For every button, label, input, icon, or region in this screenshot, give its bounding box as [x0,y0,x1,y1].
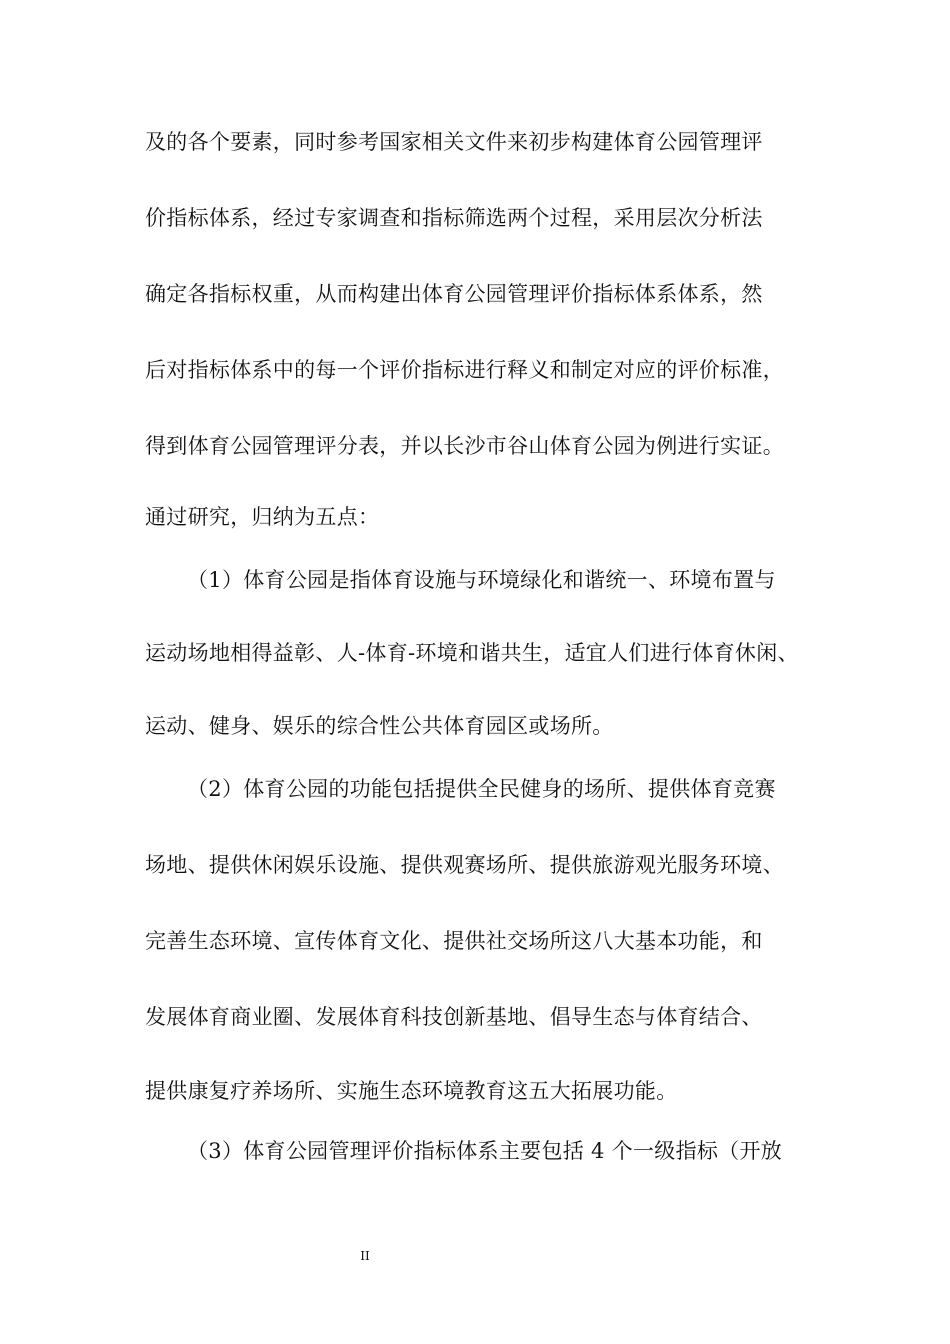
body-text-line: 及的各个要素，同时参考国家相关文件来初步构建体育公园管理评 [145,130,763,154]
body-text-line: 确定各指标权重，从而构建出体育公园管理评价指标体系体系，然 [145,282,763,306]
body-text-line: 后对指标体系中的每一个评价指标进行释义和制定对应的评价标准， [145,358,784,382]
body-text-line: 提供康复疗养场所、实施生态环境教育这五大拓展功能。 [145,1079,678,1103]
body-text-line: 完善生态环境、宣传体育文化、提供社交场所这八大基本功能，和 [145,929,763,953]
body-text-line: 运动、健身、娱乐的综合性公共体育园区或场所。 [145,714,614,738]
paragraph-3-first-line: （3）体育公园管理评价指标体系主要包括 4 个一级指标（开放 [187,1139,783,1163]
body-text-line: 运动场地相得益彰、人-体育-环境和谐共生，适宜人们进行体育休闲、 [145,641,799,665]
body-text-line: 通过研究，归纳为五点： [145,505,380,529]
body-text-line: 得到体育公园管理评分表，并以长沙市谷山体育公园为例进行实证。 [145,434,784,458]
paragraph-1-first-line: （1）体育公园是指体育设施与环境绿化和谐统一、环境布置与 [187,568,776,592]
body-text-line: 场地、提供休闲娱乐设施、提供观赛场所、提供旅游观光服务环境、 [145,853,784,877]
body-text-line: 价指标体系，经过专家调查和指标筛选两个过程，采用层次分析法 [145,206,763,230]
body-text-line: 发展体育商业圈、发展体育科技创新基地、倡导生态与体育结合、 [145,1005,763,1029]
paragraph-2-first-line: （2）体育公园的功能包括提供全民健身的场所、提供体育竞赛 [187,777,776,801]
page-number: II [360,1249,370,1263]
